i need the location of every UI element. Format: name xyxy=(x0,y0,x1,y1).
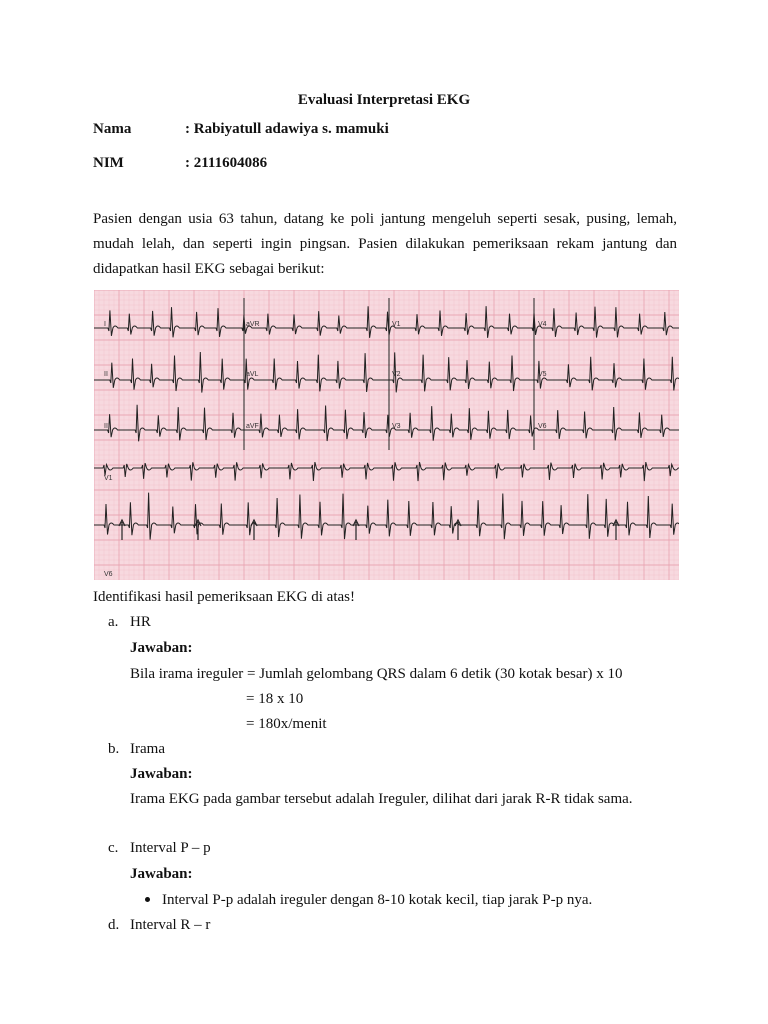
item-c-bullet-text: Interval P-p adalah ireguler dengan 8-10 kotak kecil, tiap jarak P-p nya. xyxy=(162,892,593,908)
lead-label: V2 xyxy=(392,371,401,378)
lead-label: V3 xyxy=(392,423,401,430)
bullet-icon xyxy=(145,897,150,902)
item-b-marker: b. xyxy=(108,741,120,757)
item-b-answer-label: Jawaban: xyxy=(130,766,193,782)
name-value: : Rabiyatull adawiya s. mamuki xyxy=(185,121,389,137)
lead-label: II xyxy=(104,523,108,530)
item-a-marker: a. xyxy=(108,614,119,630)
lead-label: V6 xyxy=(104,571,113,578)
name-label: Nama xyxy=(93,121,132,137)
item-b-label: Irama xyxy=(130,741,165,757)
ekg-trace xyxy=(94,352,679,393)
lead-label: III xyxy=(104,423,110,430)
name-field xyxy=(93,121,389,138)
lead-label: V5 xyxy=(538,371,547,378)
item-a-line-1: Bila irama ireguler = Jumlah gelombang QRS dalam 6 detik (30 kotak besar) x 10 xyxy=(130,666,623,682)
nim-field xyxy=(93,155,267,172)
intro-paragraph: Pasien dengan usia 63 tahun, datang ke poli jantung mengeluh seperti sesak, pusing, lemah, mudah lelah, dan seperti ingin pingsan. Pasien dilakukan pemeriksaan rekam jantung dan didapatkan hasil EKG sebagai berikut: xyxy=(93,211,677,277)
lead-label: II xyxy=(104,371,108,378)
ekg-trace xyxy=(94,306,679,338)
lead-label: I xyxy=(104,321,106,328)
lead-label: aVR xyxy=(246,321,260,328)
item-a-answer-label: Jawaban: xyxy=(130,640,193,656)
lead-label: V6 xyxy=(538,423,547,430)
item-c-answer-label: Jawaban: xyxy=(130,866,193,882)
ekg-trace xyxy=(94,493,679,540)
item-c-label: Interval P – p xyxy=(130,840,211,856)
nim-label: NIM xyxy=(93,155,124,171)
lead-label: V4 xyxy=(538,321,547,328)
nim-value: : 2111604086 xyxy=(185,155,268,171)
ekg-trace xyxy=(94,405,679,442)
lead-label: V1 xyxy=(392,321,401,328)
lead-label: V1 xyxy=(104,475,113,482)
item-a-line-3: = 180x/menit xyxy=(246,716,327,732)
ekg-svg xyxy=(94,290,679,580)
item-d-marker: d. xyxy=(108,917,120,933)
question-text: Identifikasi hasil pemeriksaan EKG di atas! xyxy=(93,589,356,605)
item-b-line-1: Irama EKG pada gambar tersebut adalah Ireguler, dilihat dari jarak R-R tidak sama. xyxy=(130,791,633,807)
lead-label: aVL xyxy=(246,371,259,378)
item-c-bullet xyxy=(145,892,592,909)
item-c-marker: c. xyxy=(108,840,119,856)
item-a-label: HR xyxy=(130,614,151,630)
item-d-label: Interval R – r xyxy=(130,917,211,933)
lead-label: aVF xyxy=(246,423,259,430)
document-title: Evaluasi Interpretasi EKG xyxy=(297,92,471,108)
item-a-line-2: = 18 x 10 xyxy=(246,691,304,707)
ekg-strip-image xyxy=(94,290,679,580)
